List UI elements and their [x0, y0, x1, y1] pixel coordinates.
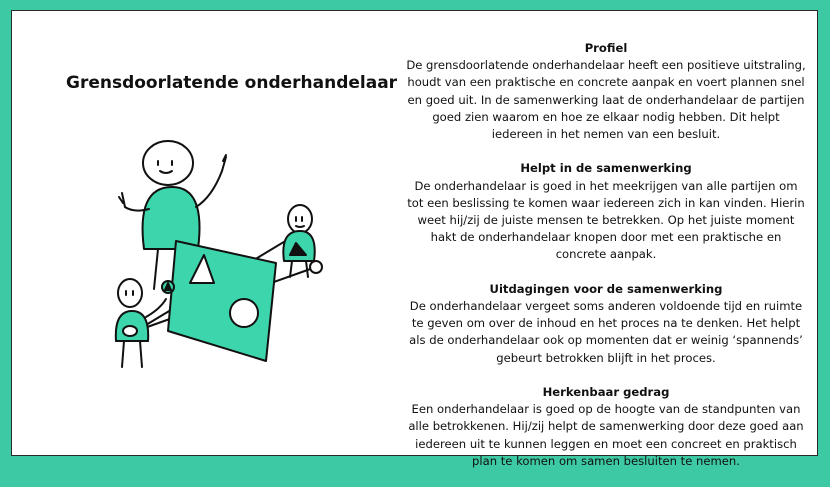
- section-body: De grensdoorlatende onderhandelaar heeft een positieve uitstraling, houdt van een praktische en concrete aanpak en voert plannen snel en goed uit. In de samenwerking laat de onderhandelaar de partijen goed zien waarom en hoe ze elkaar nodig hebben. Dit helpt iedereen in het nemen van een besluit.: [406, 58, 806, 142]
- people-around-panel-illustration: [96, 131, 356, 381]
- text-column: [406, 40, 806, 487]
- section-heading: Uitdagingen voor de samenwerking: [489, 281, 723, 296]
- section-body: Een onderhandelaar is goed op de hoogte van de standpunten van alle betrokkenen. Hij/zij helpt de samenwerking door deze goed aan iedereen uit te kunnen leggen en moet een concreet en praktisch plan te komen om samen besluiten te nemen.: [408, 402, 804, 468]
- section-heading: Helpt in de samenwerking: [520, 161, 692, 176]
- section-herkenbaar: [406, 384, 806, 470]
- section-body: De onderhandelaar is goed in het meekrijgen van alle partijen om tot een beslissing te komen waar iedereen zich in kan vinden. Hierin weet hij/zij de juiste mensen te betrekken. Op het juiste moment hakt de onderhandelaar knopen door met een praktische en concrete aanpak.: [407, 178, 805, 262]
- slide-card: [11, 10, 818, 468]
- section-helpt: [406, 160, 806, 263]
- section-heading: Herkenbaar gedrag: [542, 385, 670, 400]
- section-profiel: [406, 40, 806, 143]
- section-uitdagingen: [406, 281, 806, 367]
- slide-title: Grensdoorlatende onderhandelaar: [66, 73, 398, 93]
- section-body: De onderhandelaar vergeet soms anderen voldoende tijd en ruimte te geven om over de inhoud en het proces na te denken. Het helpt als de onderhandelaar ook op momenten dat er weinig ‘spannends’ gebeurt betrokken blijft in het proces.: [409, 299, 803, 365]
- section-heading: Profiel: [584, 41, 628, 55]
